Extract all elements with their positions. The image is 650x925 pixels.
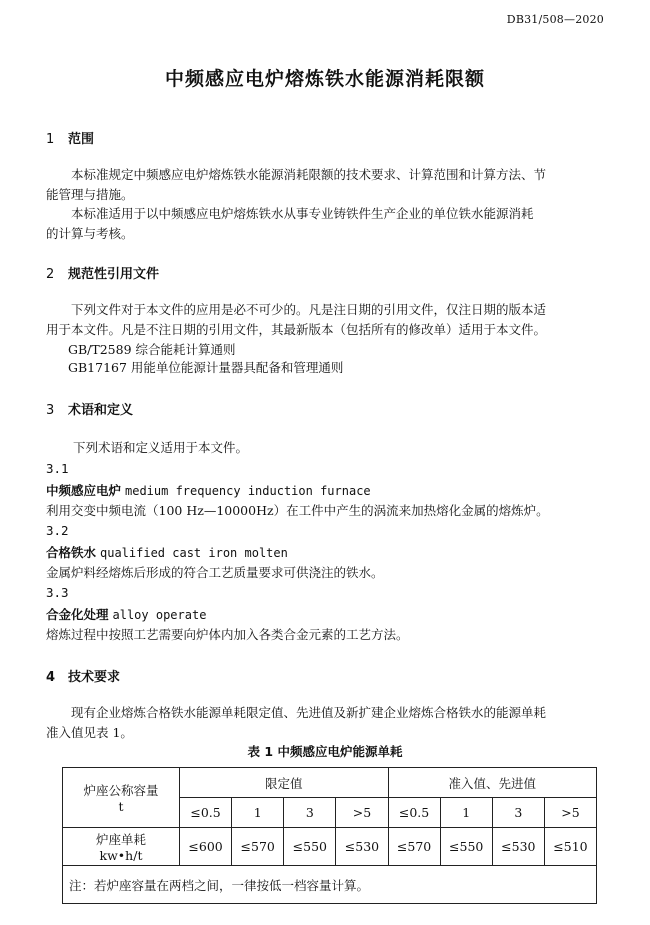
text-line: 的计算与考核。 (46, 226, 134, 241)
text-line: 能管理与措施。 (46, 187, 134, 202)
term-3-3 (46, 605, 206, 623)
section-1-paragraph-1 (46, 165, 604, 205)
group-header-entry-advanced: 准入值、先进值 (388, 768, 597, 798)
value-cell: ≤510 (544, 828, 596, 866)
section-3-intro: 下列术语和定义适用于本文件。 (73, 440, 249, 455)
value-cell: ≤570 (388, 828, 440, 866)
value-cell: ≤570 (232, 828, 284, 866)
reference-2: GB17167 用能单位能源计量器具配备和管理通则 (68, 360, 344, 375)
energy-consumption-table (62, 767, 597, 904)
section-title: 技术要求 (68, 670, 121, 685)
term-chinese: 中频感应电炉 (46, 483, 122, 498)
term-3-3-definition: 熔炼过程中按照工艺需要向炉体内加入各类合金元素的工艺方法。 (46, 627, 409, 642)
value-cell: ≤530 (336, 828, 388, 866)
row-label: 炉座单耗 (95, 832, 146, 847)
section-number: 2 (46, 267, 55, 282)
section-title: 规范性引用文件 (68, 267, 160, 282)
term-3-1-definition: 利用交变中频电流（100 Hz—10000Hz）在工件中产生的涡流来加热熔化金属的熔炼炉。 (46, 503, 549, 518)
value-cell: ≤550 (284, 828, 336, 866)
value-cell: ≤550 (440, 828, 492, 866)
header-label: 炉座公称容量 (83, 783, 159, 798)
text-line: 准入值见表 1。 (46, 725, 133, 740)
capacity-cell: 3 (492, 798, 544, 828)
table-note-row (63, 866, 597, 904)
text-line: 用于本文件。凡是不注日期的引用文件，其最新版本（包括所有的修改单）适用于本文件。 (46, 322, 547, 337)
capacity-cell: >5 (544, 798, 596, 828)
term-english: alloy operate (112, 608, 207, 622)
section-number: 1 (46, 132, 55, 147)
header-unit: t (118, 799, 124, 814)
section-2-paragraph (46, 300, 604, 340)
text-line: 现有企业熔炼合格铁水能源单耗限定值、先进值及新扩建企业熔炼合格铁水的能源单耗 (71, 705, 547, 720)
text-line: 下列文件对于本文件的应用是必不可少的。凡是注日期的引用文件，仅注日期的版本适 (71, 302, 547, 317)
standard-code: DB31/508—2020 (506, 13, 604, 26)
term-3-2-definition: 金属炉料经熔炼后形成的符合工艺质量要求可供浇注的铁水。 (46, 565, 384, 580)
section-number: 3 (46, 403, 55, 418)
section-4-heading (46, 666, 120, 685)
group-header-limit: 限定值 (180, 768, 389, 798)
term-number-3-3: 3.3 (46, 585, 69, 600)
value-cell: ≤530 (492, 828, 544, 866)
section-title: 范围 (68, 132, 95, 147)
term-3-2 (46, 543, 288, 561)
term-number-3-2: 3.2 (46, 523, 69, 538)
term-number-3-1: 3.1 (46, 461, 69, 476)
text-line: 本标准规定中频感应电炉熔炼铁水能源消耗限额的技术要求、计算范围和计算方法、节 (71, 167, 547, 182)
table-value-row (63, 828, 597, 866)
term-english: medium frequency induction furnace (125, 484, 371, 498)
term-3-1 (46, 481, 371, 499)
row-label-cell (63, 828, 180, 866)
capacity-header-cell (63, 768, 180, 828)
section-2-heading (46, 263, 159, 282)
document-title: 中频感应电炉熔炼铁水能源消耗限额 (164, 68, 485, 90)
section-1-paragraph-2 (46, 204, 604, 244)
capacity-cell: 3 (284, 798, 336, 828)
table-caption: 表 1 中频感应电炉能源单耗 (247, 744, 403, 759)
section-1-heading (46, 128, 94, 147)
capacity-cell: 1 (232, 798, 284, 828)
reference-1: GB/T2589 综合能耗计算通则 (68, 342, 236, 357)
capacity-cell: 1 (440, 798, 492, 828)
term-chinese: 合金化处理 (46, 607, 109, 622)
table-note: 注：若炉座容量在两档之间，一律按低一档容量计算。 (63, 866, 597, 904)
term-chinese: 合格铁水 (46, 545, 97, 560)
capacity-cell: >5 (336, 798, 388, 828)
section-title: 术语和定义 (68, 403, 134, 418)
section-4-paragraph (46, 703, 604, 743)
capacity-cell: ≤0.5 (388, 798, 440, 828)
table-header-row (63, 768, 597, 798)
capacity-cell: ≤0.5 (180, 798, 232, 828)
row-unit: kw•h/t (99, 848, 143, 863)
text-line: 本标准适用于以中频感应电炉熔炼铁水从事专业铸铁件生产企业的单位铁水能源消耗 (71, 206, 534, 221)
section-number: 4 (46, 670, 56, 685)
section-3-heading (46, 399, 133, 418)
term-english: qualified cast iron molten (100, 546, 288, 560)
value-cell: ≤600 (180, 828, 232, 866)
